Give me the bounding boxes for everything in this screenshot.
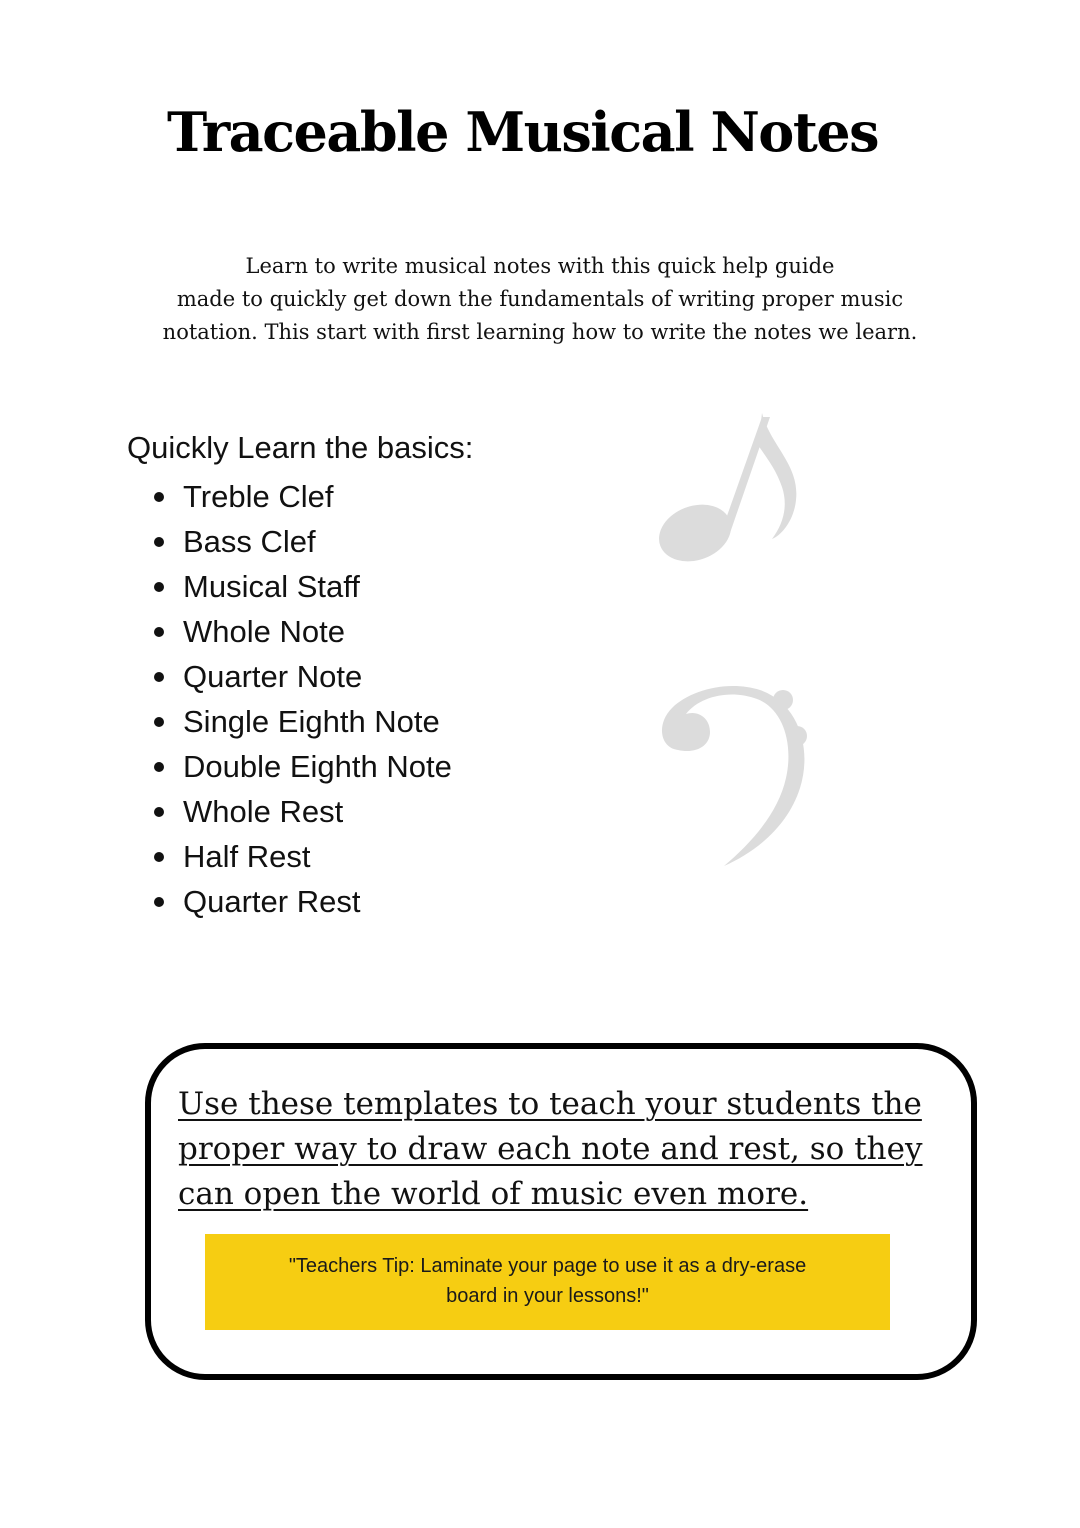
list-item-label: Half Rest xyxy=(183,839,311,874)
bass-clef-icon xyxy=(650,680,820,870)
bullet-icon xyxy=(154,807,164,817)
callout-text xyxy=(178,1082,958,1217)
list-item xyxy=(127,789,452,834)
list-item xyxy=(127,879,452,924)
eighth-note-icon xyxy=(650,405,810,575)
list-item-label: Single Eighth Note xyxy=(183,704,440,739)
list-item xyxy=(127,834,452,879)
list-item-label: Double Eighth Note xyxy=(183,749,452,784)
page-title: Traceable Musical Notes xyxy=(166,100,879,164)
bullet-icon xyxy=(154,582,164,592)
bullet-icon xyxy=(154,627,164,637)
bullet-icon xyxy=(154,492,164,502)
list-item-label: Whole Rest xyxy=(183,794,344,829)
list-item-label: Whole Note xyxy=(183,614,345,649)
tip-line: board in your lessons!" xyxy=(446,1285,649,1307)
intro-line: notation. This start with first learning how to write the notes we learn. xyxy=(162,320,918,344)
list-item xyxy=(127,744,452,789)
list-item-label: Musical Staff xyxy=(183,569,360,604)
intro-line: Learn to write musical notes with this quick help guide xyxy=(245,254,835,278)
bullet-icon xyxy=(154,717,164,727)
tip-line: "Teachers Tip: Laminate your page to use it as a dry-erase xyxy=(288,1255,807,1277)
callout-line: can open the world of music even more. xyxy=(178,1176,809,1212)
callout-line: proper way to draw each note and rest, so they xyxy=(178,1131,923,1167)
list-item xyxy=(127,609,452,654)
list-item xyxy=(127,474,452,519)
list-item xyxy=(127,699,452,744)
basics-list xyxy=(127,474,452,924)
list-item xyxy=(127,654,452,699)
list-item xyxy=(127,564,452,609)
list-item-label: Quarter Note xyxy=(183,659,363,694)
bullet-icon xyxy=(154,537,164,547)
basics-heading: Quickly Learn the basics: xyxy=(127,430,474,465)
list-item-label: Quarter Rest xyxy=(183,884,361,919)
bullet-icon xyxy=(154,852,164,862)
intro-line: made to quickly get down the fundamentals of writing proper music xyxy=(176,287,904,311)
bullet-icon xyxy=(154,762,164,772)
teachers-tip-banner xyxy=(205,1234,890,1330)
list-item xyxy=(127,519,452,564)
list-item-label: Bass Clef xyxy=(183,524,316,559)
bullet-icon xyxy=(154,672,164,682)
callout-line: Use these templates to teach your students the xyxy=(178,1086,922,1122)
bullet-icon xyxy=(154,897,164,907)
intro-paragraph xyxy=(0,250,1080,349)
list-item-label: Treble Clef xyxy=(183,479,334,514)
